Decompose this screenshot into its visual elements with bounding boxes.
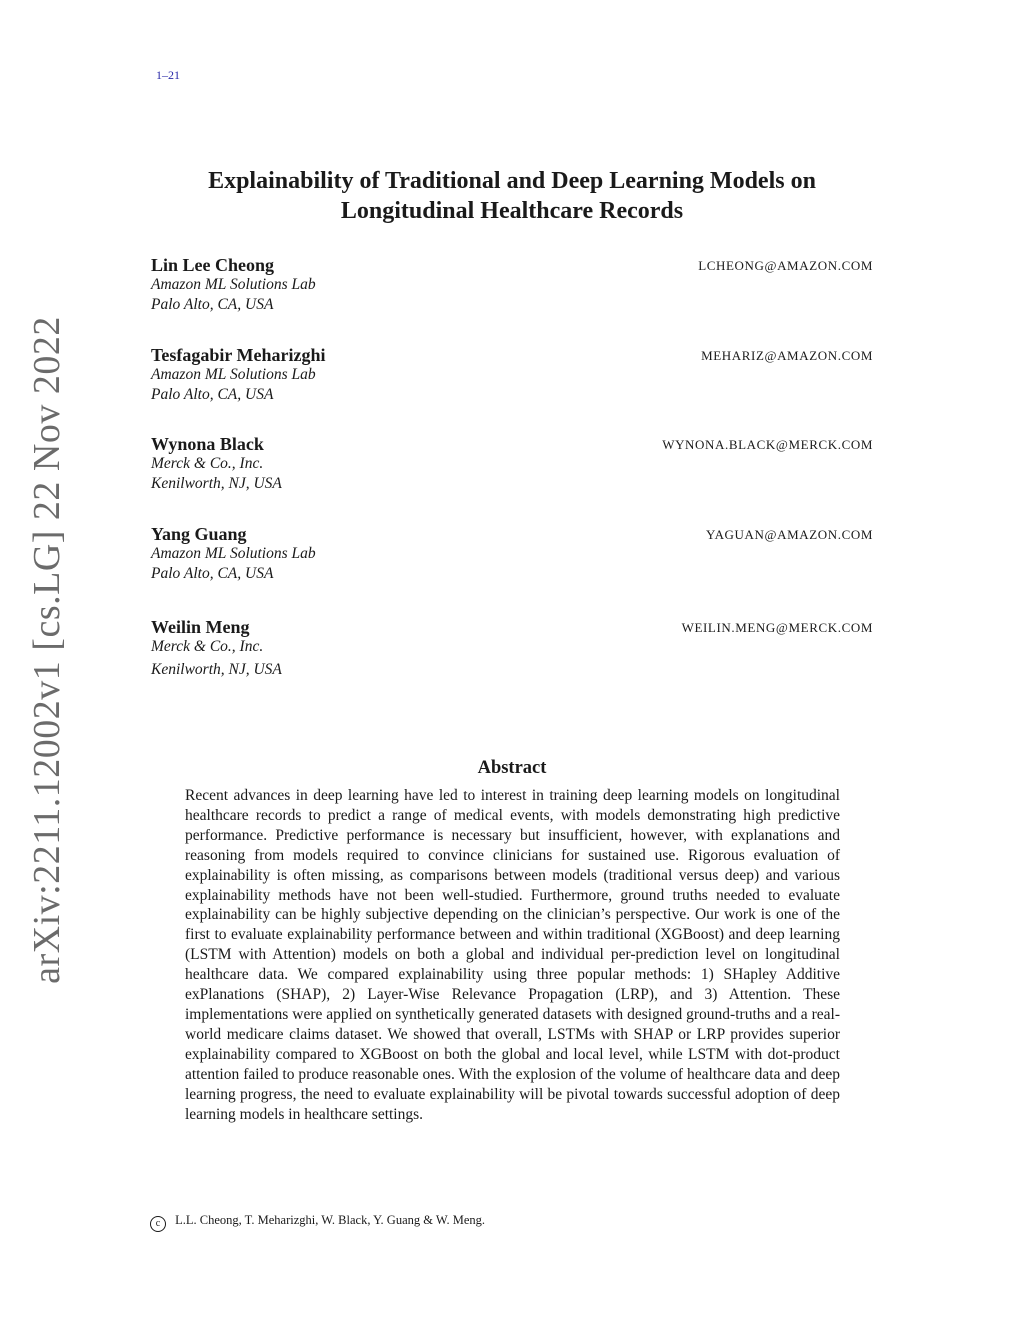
author-email[interactable]: WYNONA.BLACK@MERCK.COM <box>662 437 873 452</box>
paper-title: Explainability of Traditional and Deep Learning Models on Longitudinal Healthcare Records <box>208 168 816 224</box>
author-name: Yang Guang <box>151 524 247 544</box>
author-email[interactable]: LCHEONG@AMAZON.COM <box>698 258 873 273</box>
arxiv-identifier-stamp: arXiv:2211.12002v1 [cs.LG] 22 Nov 2022 <box>26 316 68 984</box>
copyright-line <box>150 1213 485 1232</box>
author-location: Palo Alto, CA, USA <box>151 565 274 582</box>
author-block <box>151 617 873 680</box>
author-email[interactable]: WEILIN.MENG@MERCK.COM <box>681 620 873 635</box>
author-name: Lin Lee Cheong <box>151 255 275 275</box>
abstract-body: Recent advances in deep learning have led to interest in training deep learning models on longitudinal healthcare records to predict a range of medical events, with models demonstrating high predictive performance. Predictive performance is necessary but insufficient, however, with explanations and reasoning from models required to convince clinicians for sustained use. Rigorous evaluation of explainability is often missing, as comparisons between models (traditional versus deep) and various explainability methods have not been well-studied. Furthermore, ground truths needed to evaluate explainability can be highly subjective depending on the clinician’s perspective. Our work is one of the first to evaluate explainability performance between and within traditional (XGBoost) and deep learning (LSTM with Attention) models on both a global and individual per-prediction level on longitudinal healthcare data. We compared explainability using three popular methods: 1) SHapley Additive exPlanations (SHAP), 2) Layer-Wise Relevance Propagation (LRP), and 3) Attention. These implementations were applied on synthetically generated datasets with designed ground-truths and a real-world medicare claims dataset. We showed that overall, LSTMs with SHAP or LRP provides superior explainability compared to XGBoost on both the global and local level, while LSTM with dot-product attention failed to produce reasonable ones. With the explosion of the volume of healthcare data and deep learning progress, the need to evaluate explainability will be pivotal towards successful adoption of deep learning models in healthcare settings. <box>185 787 840 1123</box>
author-block <box>151 255 873 315</box>
author-affiliation: Amazon ML Solutions Lab <box>151 276 316 293</box>
author-email[interactable]: YAGUAN@AMAZON.COM <box>706 527 873 542</box>
author-affiliation: Merck & Co., Inc. <box>151 455 264 472</box>
author-email[interactable]: MEHARIZ@AMAZON.COM <box>701 348 873 363</box>
author-name: Weilin Meng <box>151 617 250 637</box>
author-affiliation: Amazon ML Solutions Lab <box>151 366 316 383</box>
author-block <box>151 345 873 405</box>
author-block <box>151 434 873 494</box>
author-name: Tesfagabir Meharizghi <box>151 345 326 365</box>
page-range[interactable]: 1–21 <box>156 68 180 82</box>
author-location: Palo Alto, CA, USA <box>151 296 274 313</box>
abstract-heading: Abstract <box>477 758 547 778</box>
author-location: Palo Alto, CA, USA <box>151 386 274 403</box>
author-block <box>151 524 873 584</box>
copyright-icon: c <box>150 1216 166 1232</box>
author-affiliation: Amazon ML Solutions Lab <box>151 545 316 562</box>
author-affiliation: Merck & Co., Inc. <box>151 638 264 655</box>
author-location: Kenilworth, NJ, USA <box>151 661 282 678</box>
author-location: Kenilworth, NJ, USA <box>151 475 282 492</box>
author-name: Wynona Black <box>151 434 264 454</box>
copyright-text: L.L. Cheong, T. Meharizghi, W. Black, Y. Guang & W. Meng. <box>175 1213 486 1227</box>
